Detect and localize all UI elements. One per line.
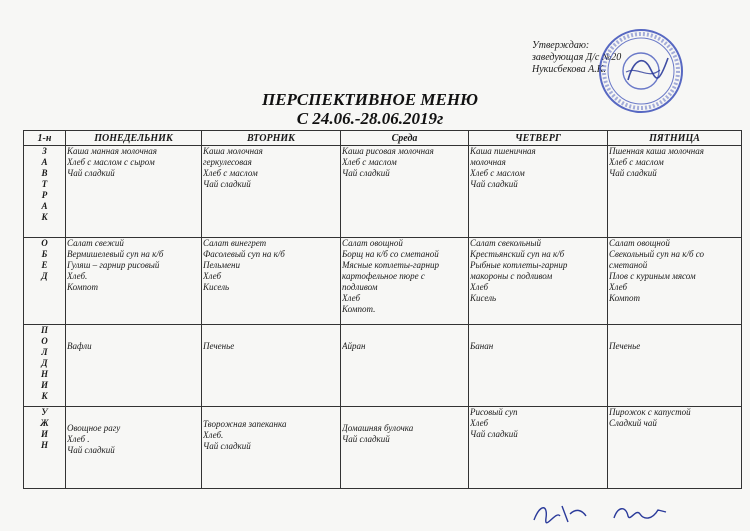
meal-label: У Ж И Н xyxy=(24,407,66,489)
title-line-2: С 24.06.-28.06.2019г xyxy=(296,109,444,128)
meal-label: О Б Е Д xyxy=(24,238,66,325)
title-line-1: ПЕРСПЕКТИВНОЕ МЕНЮ xyxy=(261,90,479,109)
document-title xyxy=(200,90,540,128)
menu-cell: Каша пшеничная молочная Хлеб с маслом Чай сладкий xyxy=(469,146,608,238)
menu-cell: Банан xyxy=(469,325,608,407)
corner-cell: 1-н xyxy=(24,131,66,146)
menu-cell: Айран xyxy=(341,325,469,407)
menu-cell: Салат винегрет Фасолевый суп на к/б Пельмени Хлеб Кисель xyxy=(202,238,341,325)
day-header: ВТОРНИК xyxy=(202,131,341,146)
menu-cell: Салат свекольный Крестьянский суп на к/б Рыбные котлеты-гарнир макороны с подливом Хлеб Кисель xyxy=(469,238,608,325)
meal-row-breakfast xyxy=(24,146,742,238)
menu-cell: Каша рисовая молочная Хлеб с маслом Чай сладкий xyxy=(341,146,469,238)
menu-cell: Салат свежий Вермишелевый суп на к/б Гуляш – гарнир рисовый Хлеб. Компот xyxy=(66,238,202,325)
approval-line-2: заведующая Д/с №20 xyxy=(532,52,622,63)
meal-row-lunch xyxy=(24,238,742,325)
menu-cell: Рисовый суп Хлеб Чай сладкий xyxy=(469,407,608,489)
menu-cell: Салат овощной Борщ на к/б со сметаной Мясные котлеты-гарнир картофельное пюре с подливом Хлеб Компот. xyxy=(341,238,469,325)
day-header: ПОНЕДЕЛЬНИК xyxy=(66,131,202,146)
meal-row-dinner xyxy=(24,407,742,489)
menu-cell: Салат овощной Свекольный суп на к/б со сметаной Плов с куриным мясом Хлеб Компот xyxy=(608,238,742,325)
day-header: Среда xyxy=(341,131,469,146)
header-row xyxy=(24,131,742,146)
menu-cell: Печенье xyxy=(202,325,341,407)
meal-label: З А В Т Р А К xyxy=(24,146,66,238)
approval-line-3: Нукисбекова А.К. xyxy=(532,64,606,75)
menu-cell: Домашняя булочка Чай сладкий xyxy=(341,407,469,489)
signature-icon xyxy=(530,500,590,526)
day-header: ПЯТНИЦА xyxy=(608,131,742,146)
menu-cell: Пирожок с капустой Сладкий чай xyxy=(608,407,742,489)
day-header: ЧЕТВЕРГ xyxy=(469,131,608,146)
menu-table xyxy=(23,130,742,489)
menu-cell: Печенье xyxy=(608,325,742,407)
menu-cell: Овощное рагу Хлеб . Чай сладкий xyxy=(66,407,202,489)
meal-row-snack xyxy=(24,325,742,407)
menu-cell: Каша молочная геркулесовая Хлеб с маслом Чай сладкий xyxy=(202,146,341,238)
meal-label: П О Л Д Н И К xyxy=(24,325,66,407)
menu-cell: Вафли xyxy=(66,325,202,407)
signature-icon xyxy=(610,500,670,526)
round-seal-icon xyxy=(598,28,684,114)
menu-cell: Пшенная каша молочная Хлеб с маслом Чай сладкий xyxy=(608,146,742,238)
menu-cell: Каша манная молочная Хлеб с маслом с сыром Чай сладкий xyxy=(66,146,202,238)
approval-line-1: Утверждаю: xyxy=(532,40,590,51)
menu-cell: Творожная запеканка Хлеб. Чай сладкий xyxy=(202,407,341,489)
